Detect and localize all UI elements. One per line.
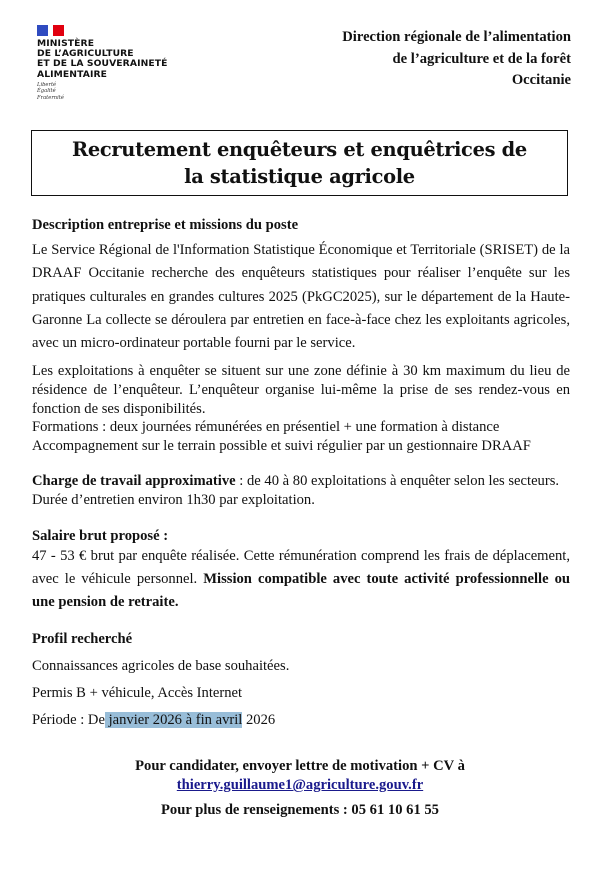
workload-text: : de 40 à 80 exploitations à enquêter selon les secteurs. Durée d’entretien environ 1h30 par exploitation. (32, 473, 560, 509)
apply-instructions: Pour candidater, envoyer lettre de motivation + CV à (135, 758, 465, 774)
formations-text: Formations : deux journées rémunérées en présentiel + une formation à distance (32, 419, 500, 436)
accompagnement-text: Accompagnement sur le terrain possible et suivi régulier par un gestionnaire DRAAF (32, 437, 531, 454)
republic-motto: Liberté Égalité Fraternité (37, 81, 64, 101)
location-text: Les exploitations à enquêter se situent sur une zone définie à 30 km maximum du lieu de résidence de l’enquêteur. L’enquêteur organise lui-même la prise de ses rendez-vous en fonction de ses disponibilités. (32, 363, 570, 417)
description-heading: Description entreprise et missions du poste (32, 217, 299, 233)
contact-email-link[interactable]: thierry.guillaume1@agriculture.gouv.fr (176, 777, 424, 793)
profile-license: Permis B + véhicule, Accès Internet (32, 685, 243, 702)
description-paragraph: Le Service Régional de l'Information Statistique Économique et Territoriale (SRISET) de la DRAAF Occitanie recherche des enquêteurs statistiques pour réaliser l’enquête sur les pratiques culturales en grandes cultures 2025 (PkGC2025), sur le département de la Haute-Garonne La collecte se déroulera par entretien en face-à-face chez les exploitants agricoles, avec un micro-ordinateur portable fourni par le service. (32, 242, 570, 352)
ministry-logo (37, 25, 197, 101)
period-prefix: Période : De (32, 712, 105, 729)
application-footer (60, 757, 540, 820)
document-body (32, 216, 570, 730)
title-box (31, 130, 568, 196)
workload-label: Charge de travail approximative (32, 473, 236, 490)
contact-phone: Pour plus de renseignements : 05 61 10 61 55 (161, 802, 439, 818)
salary-paragraph (32, 545, 570, 614)
profile-period[interactable] (32, 711, 570, 730)
salary-emphasis: Mission compatible avec toute activité professionnelle ou une pension de retraite. (32, 571, 571, 611)
location-paragraph (32, 362, 570, 455)
regional-direction-header: Direction régionale de l’alimentation de l’agriculture et de la forêt Occitanie (342, 29, 571, 88)
period-selected-text[interactable]: janvier 2026 à fin avril (104, 712, 243, 729)
page-title: Recrutement enquêteurs et enquêtrices de la statistique agricole (72, 138, 527, 188)
workload-paragraph (32, 472, 570, 510)
ministry-name: MINISTÈRE DE L’AGRICULTURE ET DE LA SOUVERAINETÉ ALIMENTAIRE (37, 38, 168, 80)
french-flag-icon (37, 25, 64, 36)
salary-heading: Salaire brut proposé : (32, 528, 169, 545)
profile-heading: Profil recherché (32, 631, 133, 648)
salary-text: 47 - 53 € brut par enquête réalisée. Cette rémunération comprend les frais de déplacement, avec le véhicule personnel. (32, 548, 570, 588)
profile-knowledge: Connaissances agricoles de base souhaitées. (32, 658, 290, 675)
period-suffix: 2026 (242, 712, 276, 729)
